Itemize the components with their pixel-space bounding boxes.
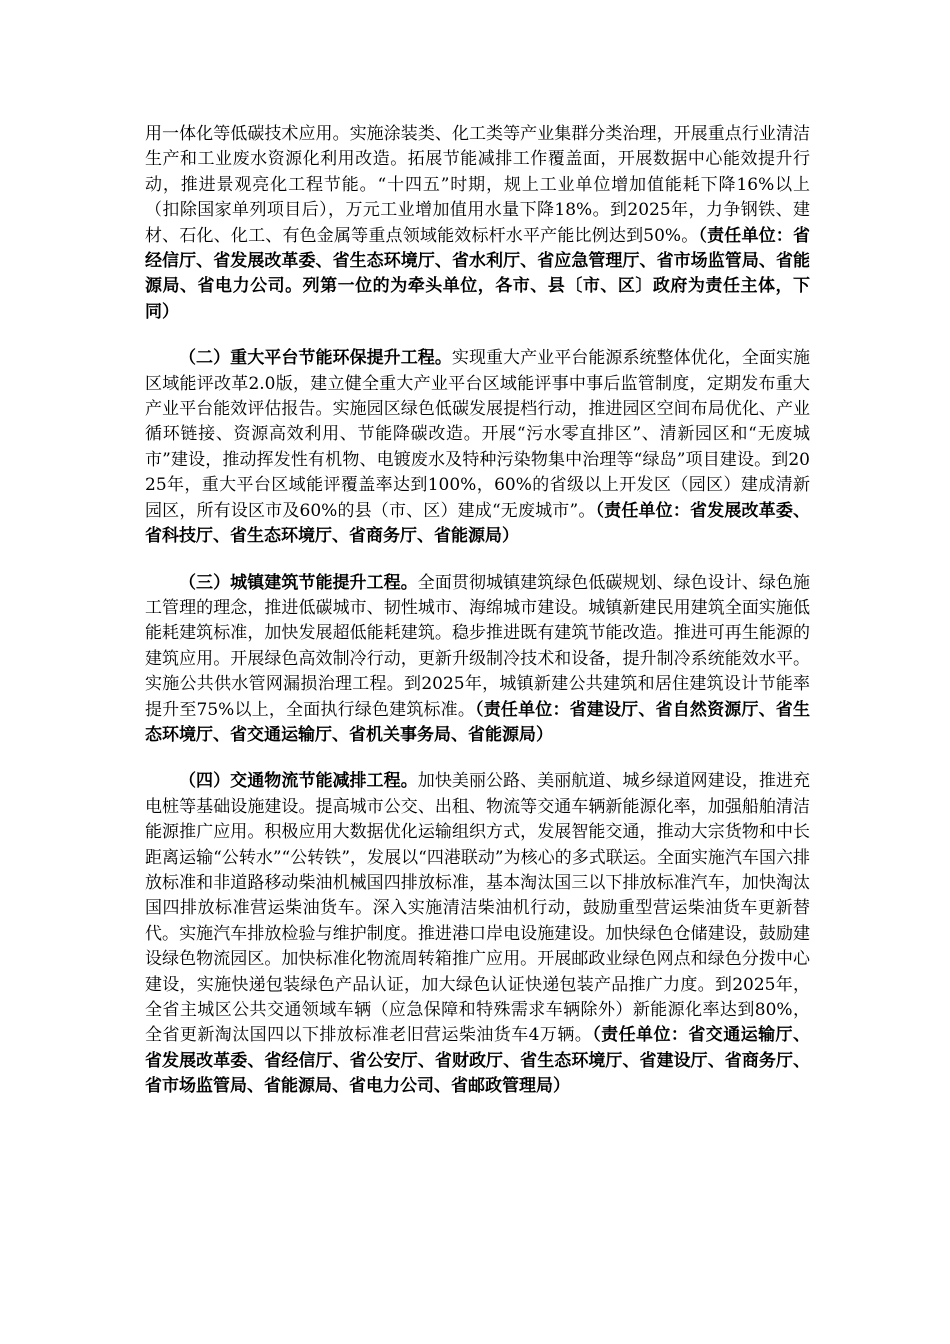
responsibility-units: （责任单位：省交通运输厅、省发展改革委、省经信厅、省公安厅、省财政厅、省生态环境厅、省建设厅、省商务厅、省市场监管局、省能源局、省电力公司、省邮政管理局） — [145, 1025, 810, 1097]
paragraph-industry-continuation — [145, 122, 810, 325]
responsibility-units: （责任单位：省建设厅、省自然资源厅、省生态环境厅、省交通运输厅、省机关事务局、省能源局） — [145, 699, 810, 745]
responsibility-units: （责任单位：省发展改革委、省科技厅、省生态环境厅、省商务厅、省能源局） — [145, 500, 810, 547]
paragraph-urban-building — [145, 571, 810, 749]
paragraph-transport-logistics — [145, 769, 810, 1099]
paragraph-major-platform — [145, 346, 810, 549]
section-heading: （三）城镇建筑节能提升工程。 — [179, 572, 418, 593]
paragraph-body: 加快美丽公路、美丽航道、城乡绿道网建设，推进充电桩等基础设施建设。提高城市公交、出租、物流等交通车辆新能源化率，加强船舶清洁能源推广应用。积极应用大数据优化运输组织方式，发展智能交通，推动大宗货物和中长距离运输“公转水”“公转铁”，发展以“四港联动”为核心的多式联运。全面实施汽车国六排放标准和非道路移动柴油机械国四排放标准，基本淘汰国三以下排放标准汽车，加快淘汰国四排放标准营运柴油货车。深入实施清洁柴油机行动，鼓励重型营运柴油货车更新替代。实施汽车排放检验与维护制度。推进港口岸电设施建设。加快绿色仓储建设，鼓励建设绿色物流园区。加快标准化物流周转箱推广应用。开展邮政业绿色网点和绿色分拨中心建设，实施快递包装绿色产品认证，加大绿色认证快递包装产品推广力度。到2025年，全省主城区公共交通领域车辆（应急保障和特殊需求车辆除外）新能源化率达到80%，全省更新淘汰国四以下排放标准老旧营运柴油货车4万辆。 — [145, 771, 811, 1046]
section-heading: （二）重大平台节能环保提升工程。 — [179, 348, 452, 369]
paragraph-body: 用一体化等低碳技术应用。实施涂装类、化工类等产业集群分类治理，开展重点行业清洁生产和工业废水资源化利用改造。拓展节能减排工作覆盖面，开展数据中心能效提升行动，推进景观亮化工程节能。“十四五”时期，规上工业单位增加值能耗下降16%以上（扣除国家单列项目后），万元工业增加值用水量下降18%。到2025年，力争钢铁、建材、石化、化工、有色金属等重点领域能效标杆水平产能比例达到50%。 — [145, 124, 810, 246]
paragraph-body: 全面贯彻城镇建筑绿色低碳规划、绿色设计、绿色施工管理的理念，推进低碳城市、韧性城市、海绵城市建设。城镇新建民用建筑全面实施低能耗建筑标准，加快发展超低能耗建筑。稳步推进既有建筑节能改造。推进可再生能源的建筑应用。开展绿色高效制冷行动，更新升级制冷技术和设备，提升制冷系统能效水平。实施公共供水管网漏损治理工程。到2025年，城镇新建公共建筑和居住建筑设计节能率提升至75%以上，全面执行绿色建筑标准。 — [145, 572, 811, 720]
document-body — [145, 122, 810, 1121]
responsibility-units: （责任单位：省经信厅、省发展改革委、省生态环境厅、省水利厅、省应急管理厅、省市场监管局、省能源局、省电力公司。列第一位的为牵头单位，各市、县〔市、区〕政府为责任主体，下同） — [145, 225, 810, 322]
paragraph-body: 实现重大产业平台能源系统整体优化，全面实施区域能评改革2.0版，建立健全重大产业平台区域能评事中事后监管制度，定期发布重大产业平台能效评估报告。实施园区绿色低碳发展提档行动，推进园区空间布局优化、产业循环链接、资源高效利用、节能降碳改造。开展“污水零直排区”、清新园区和“无废城市”建设，推动挥发性有机物、电镀废水及特种污染物集中治理等“绿岛”项目建设。到2025年，重大平台区域能评覆盖率达到100%，60%的省级以上开发区（园区）建成清新园区，所有设区市及60%的县（市、区）建成“无废城市”。 — [145, 348, 811, 521]
section-heading: （四）交通物流节能减排工程。 — [179, 771, 418, 792]
